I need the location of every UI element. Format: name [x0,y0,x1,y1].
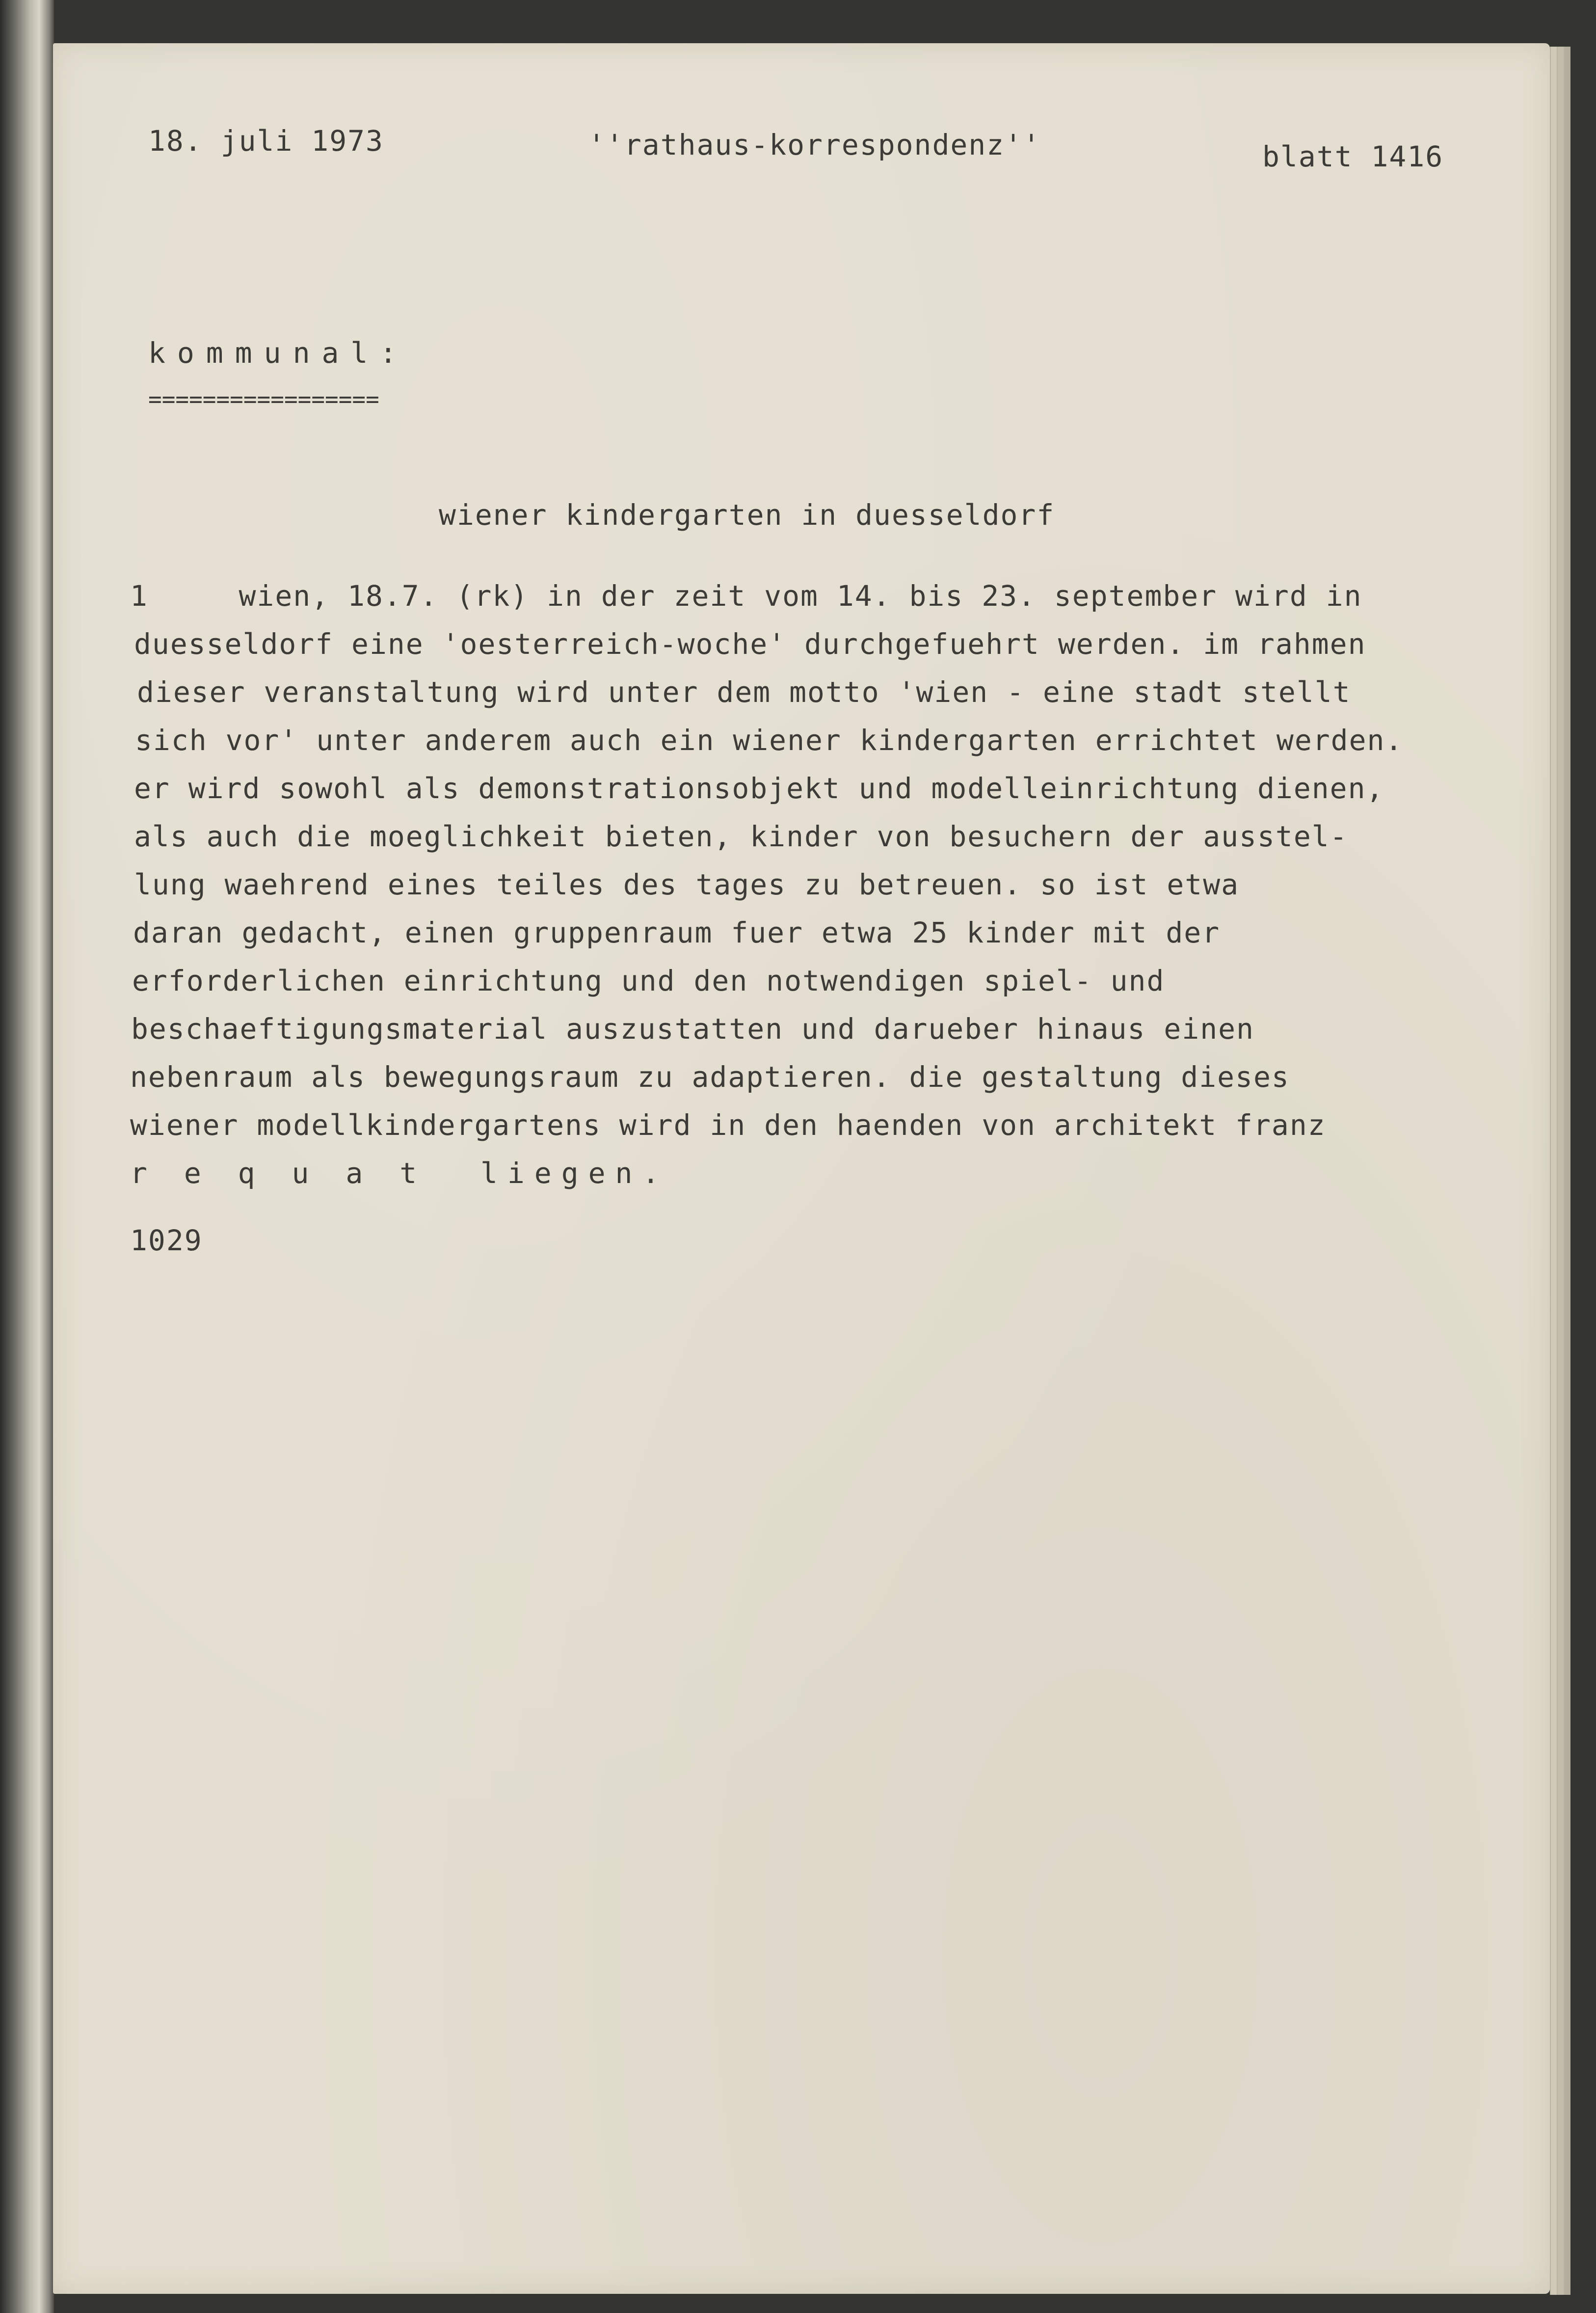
body-line: er wird sowohl als demonstrationsobjekt und modelleinrichtung dienen, [134,772,1384,805]
body-line: r e q u a t liegen. [130,1156,669,1190]
rubric-label: kommunal: [148,336,409,370]
page-edge [1564,47,1570,2295]
body-line: daran gedacht, einen gruppenraum fuer etwa 25 kinder mit der [133,916,1221,949]
footer-number: 1029 [130,1224,203,1257]
book-binding [0,0,54,2313]
article-headline: wiener kindergarten in duesseldorf [439,498,1055,532]
body-line: 1 wien, 18.7. (rk) in der zeit vom 14. bis 23. september wird in [130,579,1362,613]
body-line: wiener modellkindergartens wird in den haenden von architekt franz [130,1108,1326,1142]
body-line: nebenraum als bewegungsraum zu adaptieren. die gestaltung dieses [130,1060,1290,1094]
page-edge [1550,47,1557,2295]
body-line: als auch die moeglichkeit bieten, kinder von besuchern der ausstel- [134,820,1348,853]
rubric-underline: ================= [148,386,379,412]
body-line: lung waehrend eines teiles des tages zu betreuen. so ist etwa [134,868,1240,901]
body-line: dieser veranstaltung wird unter dem motto 'wien - eine stadt stellt [137,675,1351,709]
body-line: sich vor' unter anderem auch ein wiener kindergarten errichtet werden. [135,724,1404,757]
body-line: erforderlichen einrichtung und den notwendigen spiel- und [132,964,1165,997]
body-line: beschaeftigungsmaterial auszustatten und darueber hinaus einen [131,1012,1254,1046]
header-date: 18. juli 1973 [148,124,384,158]
header-publication: ''rathaus-korrespondenz'' [588,128,1041,161]
header-sheet-number: blatt 1416 [1262,140,1444,173]
body-line: duesseldorf eine 'oesterreich-woche' durchgefuehrt werden. im rahmen [134,627,1366,661]
page-edge [1557,47,1564,2295]
